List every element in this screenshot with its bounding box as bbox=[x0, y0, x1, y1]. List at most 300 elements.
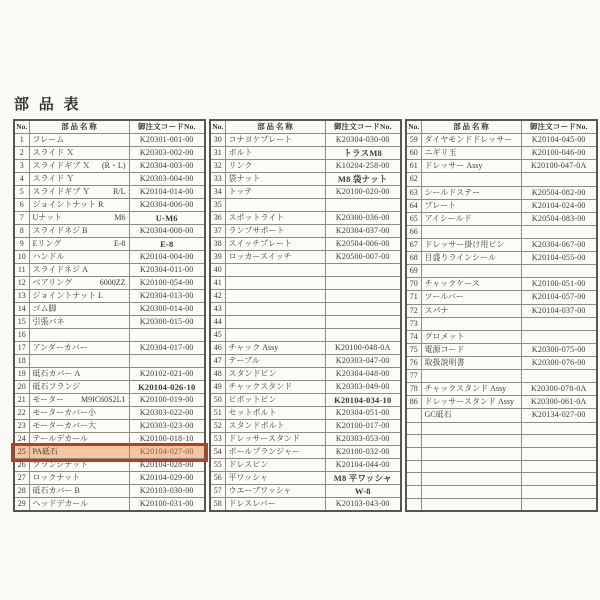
row-number: 63 bbox=[406, 186, 421, 199]
row-number: 18 bbox=[14, 355, 29, 368]
row-number bbox=[406, 409, 421, 422]
part-name: プレート bbox=[421, 199, 521, 212]
row-number: 51 bbox=[210, 407, 225, 420]
order-code: K20104-034-10 bbox=[325, 394, 401, 407]
part-name: ベアリング 6000ZZ bbox=[29, 277, 129, 290]
row-number: 21 bbox=[14, 394, 29, 407]
table-row bbox=[406, 304, 597, 317]
part-name bbox=[421, 265, 521, 278]
table-row bbox=[14, 199, 205, 212]
table-row bbox=[406, 252, 597, 265]
header-row bbox=[14, 120, 205, 134]
col-header-name: 部 品 名 称 bbox=[29, 120, 129, 134]
row-number: 27 bbox=[14, 472, 29, 485]
table-row bbox=[406, 343, 597, 356]
row-number: 11 bbox=[14, 264, 29, 277]
table-row bbox=[210, 199, 401, 212]
row-number: 75 bbox=[406, 343, 421, 356]
part-name: PA砥石 bbox=[29, 446, 129, 459]
table-row bbox=[14, 212, 205, 225]
order-code: K20304-011-00 bbox=[129, 264, 205, 277]
table-row bbox=[14, 277, 205, 290]
part-name: チャックスタンド bbox=[225, 381, 325, 394]
part-name bbox=[421, 370, 521, 383]
part-name: グロメット bbox=[421, 330, 521, 343]
part-name: シールドステー bbox=[421, 186, 521, 199]
row-number: 24 bbox=[14, 433, 29, 446]
table-row bbox=[406, 278, 597, 291]
table-row bbox=[210, 316, 401, 329]
part-name bbox=[29, 355, 129, 368]
table-row bbox=[406, 147, 597, 160]
order-code: K20304-037-00 bbox=[325, 225, 401, 238]
order-code: K20100-032-00 bbox=[325, 446, 401, 459]
order-code: K20303-053-00 bbox=[325, 433, 401, 446]
order-code bbox=[325, 316, 401, 329]
order-code: K20104-037-00 bbox=[521, 304, 597, 317]
row-number: 8 bbox=[14, 225, 29, 238]
table-row bbox=[406, 265, 597, 278]
col-header-no: No. bbox=[14, 120, 29, 134]
table-row bbox=[406, 134, 597, 147]
table-row bbox=[210, 264, 401, 277]
table-row bbox=[210, 459, 401, 472]
row-number: 67 bbox=[406, 238, 421, 251]
part-name: スライド Ｘ bbox=[29, 147, 129, 160]
part-name bbox=[421, 485, 521, 498]
row-number: 76 bbox=[406, 356, 421, 369]
row-number: 31 bbox=[210, 147, 225, 160]
order-code: K20100-019-00 bbox=[129, 394, 205, 407]
row-number bbox=[406, 422, 421, 435]
order-code: K20303-023-00 bbox=[129, 420, 205, 433]
part-name: スタンドピン bbox=[225, 368, 325, 381]
row-number: 4 bbox=[14, 173, 29, 186]
table-row bbox=[14, 251, 205, 264]
part-name: 砥石フランジ bbox=[29, 381, 129, 394]
row-number: 72 bbox=[406, 304, 421, 317]
table-row bbox=[210, 485, 401, 498]
order-code: K20104-027-00 bbox=[129, 446, 205, 459]
table-row bbox=[406, 422, 597, 435]
row-number: 44 bbox=[210, 316, 225, 329]
table-row bbox=[210, 394, 401, 407]
table-row bbox=[406, 199, 597, 212]
order-code bbox=[129, 329, 205, 342]
table-row bbox=[14, 420, 205, 433]
row-number: 34 bbox=[210, 186, 225, 199]
table-row bbox=[210, 303, 401, 316]
part-name: トッテ bbox=[225, 186, 325, 199]
row-number: 3 bbox=[14, 160, 29, 173]
part-name bbox=[225, 303, 325, 316]
table-row bbox=[14, 342, 205, 355]
part-name bbox=[225, 264, 325, 277]
row-number: 45 bbox=[210, 329, 225, 342]
part-name bbox=[421, 460, 521, 473]
table-row bbox=[406, 225, 597, 238]
order-code: K20104-014-00 bbox=[129, 186, 205, 199]
order-code: K20304-008-00 bbox=[129, 225, 205, 238]
part-name: ジョイントナット L bbox=[29, 290, 129, 303]
part-name: セットボルト bbox=[225, 407, 325, 420]
part-name: モーターカバー大 bbox=[29, 420, 129, 433]
order-code: K20104-057-00 bbox=[521, 291, 597, 304]
row-number: 37 bbox=[210, 225, 225, 238]
part-name: ウエーブワッシャ bbox=[225, 485, 325, 498]
table-row bbox=[14, 134, 205, 147]
order-code: K20104-044-00 bbox=[325, 459, 401, 472]
order-code bbox=[521, 330, 597, 343]
part-name: ドレスピン bbox=[225, 459, 325, 472]
order-code: K20104-055-00 bbox=[521, 252, 597, 265]
row-number bbox=[406, 460, 421, 473]
order-code: K20300-014-00 bbox=[129, 303, 205, 316]
row-number: 70 bbox=[406, 278, 421, 291]
order-code: K20104-028-00 bbox=[129, 459, 205, 472]
part-name bbox=[421, 498, 521, 511]
part-name: テールデカール bbox=[29, 433, 129, 446]
part-name: チャックスタンド Assy bbox=[421, 383, 521, 396]
part-name: ドレッサースタンド Assy bbox=[421, 396, 521, 409]
row-number: 48 bbox=[210, 368, 225, 381]
part-name: スライドネジ B bbox=[29, 225, 129, 238]
header-row bbox=[210, 120, 401, 134]
part-name: スライド Ｙ bbox=[29, 173, 129, 186]
part-name: 目盛りラインシール bbox=[421, 252, 521, 265]
row-number: 55 bbox=[210, 459, 225, 472]
order-code: K20104-026-10 bbox=[129, 381, 205, 394]
row-number: 71 bbox=[406, 291, 421, 304]
part-name: ハンドル bbox=[29, 251, 129, 264]
table-row bbox=[406, 485, 597, 498]
row-number: 68 bbox=[406, 252, 421, 265]
part-name: チャック Assy bbox=[225, 342, 325, 355]
parts-table-3 bbox=[405, 119, 598, 512]
table-row bbox=[406, 186, 597, 199]
row-number: 20 bbox=[14, 381, 29, 394]
part-name: 砥石カバー A bbox=[29, 368, 129, 381]
order-code: K20304-017-00 bbox=[129, 342, 205, 355]
table-row bbox=[14, 472, 205, 485]
order-code bbox=[521, 435, 597, 448]
part-name: ロッカースイッチ bbox=[225, 251, 325, 264]
table-row bbox=[14, 355, 205, 368]
order-code: K20300-076-00 bbox=[521, 356, 597, 369]
row-number: 16 bbox=[14, 329, 29, 342]
table-row bbox=[406, 498, 597, 511]
table-row bbox=[14, 264, 205, 277]
row-number: 39 bbox=[210, 251, 225, 264]
table-row bbox=[210, 329, 401, 342]
part-name: ニギリ玉 bbox=[421, 147, 521, 160]
table-row bbox=[210, 134, 401, 147]
table-row bbox=[210, 290, 401, 303]
row-number: 64 bbox=[406, 199, 421, 212]
order-code: K20104-024-00 bbox=[521, 199, 597, 212]
table-row bbox=[406, 435, 597, 448]
order-code: K20300-015-00 bbox=[129, 316, 205, 329]
table-row bbox=[210, 186, 401, 199]
table-row bbox=[14, 407, 205, 420]
row-number: 66 bbox=[406, 225, 421, 238]
part-name bbox=[421, 173, 521, 186]
order-code: K20504-006-00 bbox=[325, 238, 401, 251]
row-number: 43 bbox=[210, 303, 225, 316]
row-number: 10 bbox=[14, 251, 29, 264]
table-row bbox=[210, 160, 401, 173]
part-name: ダイヤモンドドレッサー bbox=[421, 134, 521, 147]
table-row bbox=[210, 407, 401, 420]
part-name: アイシールド bbox=[421, 212, 521, 225]
row-number: 29 bbox=[14, 498, 29, 512]
order-code: K20301-001-00 bbox=[129, 134, 205, 147]
table-row bbox=[14, 316, 205, 329]
row-number bbox=[406, 435, 421, 448]
table-row bbox=[14, 186, 205, 199]
order-code bbox=[521, 473, 597, 486]
order-code: K20100-048-0A bbox=[325, 342, 401, 355]
order-code bbox=[521, 460, 597, 473]
part-name: ピボットピン bbox=[225, 394, 325, 407]
order-code: K20100-047-0A bbox=[521, 160, 597, 173]
row-number: 47 bbox=[210, 355, 225, 368]
part-name: スイッチプレート bbox=[225, 238, 325, 251]
part-name: 電源コード bbox=[421, 343, 521, 356]
part-name bbox=[225, 199, 325, 212]
order-code: K20504-083-00 bbox=[521, 212, 597, 225]
table-row bbox=[210, 472, 401, 485]
table-row bbox=[14, 433, 205, 446]
table-row bbox=[210, 420, 401, 433]
order-code bbox=[325, 329, 401, 342]
col-header-no: No. bbox=[210, 120, 225, 134]
table-row bbox=[210, 251, 401, 264]
part-name: 砥石カバー B bbox=[29, 485, 129, 498]
order-code bbox=[521, 317, 597, 330]
row-number: 40 bbox=[210, 264, 225, 277]
row-number: 74 bbox=[406, 330, 421, 343]
order-code: K20104-029-00 bbox=[129, 472, 205, 485]
order-code: K20304-013-00 bbox=[129, 290, 205, 303]
order-code: K20500-007-00 bbox=[325, 251, 401, 264]
table-row bbox=[406, 460, 597, 473]
row-number: 22 bbox=[14, 407, 29, 420]
part-name: ボルト bbox=[225, 147, 325, 160]
table-row bbox=[210, 277, 401, 290]
row-number: 15 bbox=[14, 316, 29, 329]
part-name: スライドギブ Ｘ (R・L) bbox=[29, 160, 129, 173]
order-code: K20104-045-00 bbox=[521, 134, 597, 147]
row-number: 14 bbox=[14, 303, 29, 316]
parts-tables bbox=[13, 119, 598, 512]
table-row bbox=[406, 409, 597, 422]
part-name: ボールプランジャー bbox=[225, 446, 325, 459]
row-number: 58 bbox=[210, 498, 225, 512]
row-number: 52 bbox=[210, 420, 225, 433]
part-name bbox=[421, 447, 521, 460]
order-code bbox=[325, 199, 401, 212]
part-name: ロックナット bbox=[29, 472, 129, 485]
part-name bbox=[421, 473, 521, 486]
part-name: 取扱説明書 bbox=[421, 356, 521, 369]
order-code: K20304-048-00 bbox=[325, 368, 401, 381]
part-name: モーター M9IC60S2L1 bbox=[29, 394, 129, 407]
table-row bbox=[406, 473, 597, 486]
row-number bbox=[406, 447, 421, 460]
order-code bbox=[521, 498, 597, 511]
row-number: 38 bbox=[210, 238, 225, 251]
table-row bbox=[14, 368, 205, 381]
part-name bbox=[421, 435, 521, 448]
part-name: 平ワッシャ bbox=[225, 472, 325, 485]
part-name: フランジナット bbox=[29, 459, 129, 472]
row-number: 73 bbox=[406, 317, 421, 330]
col-header-code: 御注文コードNo. bbox=[129, 120, 205, 134]
row-number: 86 bbox=[406, 396, 421, 409]
order-code: K20300-061-0A bbox=[521, 396, 597, 409]
row-number: 69 bbox=[406, 265, 421, 278]
table-row bbox=[210, 355, 401, 368]
table-row bbox=[14, 238, 205, 251]
col-header-name: 部 品 名 称 bbox=[225, 120, 325, 134]
col-header-name: 部 品 名 称 bbox=[421, 120, 521, 134]
row-number: 77 bbox=[406, 370, 421, 383]
row-number: 56 bbox=[210, 472, 225, 485]
table-row bbox=[14, 381, 205, 394]
table-row bbox=[210, 368, 401, 381]
order-code: K20300-078-0A bbox=[521, 383, 597, 396]
order-code bbox=[521, 485, 597, 498]
row-number: 32 bbox=[210, 160, 225, 173]
row-number: 25 bbox=[14, 446, 29, 459]
page-title: 部 品 表 bbox=[14, 97, 82, 113]
order-code: K20104-004-00 bbox=[129, 251, 205, 264]
row-number: 17 bbox=[14, 342, 29, 355]
part-name: 袋ナット bbox=[225, 173, 325, 186]
table-row bbox=[210, 433, 401, 446]
order-code bbox=[521, 225, 597, 238]
table-row bbox=[406, 173, 597, 186]
table-row bbox=[210, 225, 401, 238]
order-code: K20303-002-00 bbox=[129, 147, 205, 160]
row-number: 36 bbox=[210, 212, 225, 225]
row-number: 53 bbox=[210, 433, 225, 446]
part-name bbox=[225, 290, 325, 303]
table-row bbox=[406, 383, 597, 396]
part-name bbox=[225, 277, 325, 290]
order-code: K20300-075-00 bbox=[521, 343, 597, 356]
col-header-code: 御注文コードNo. bbox=[521, 120, 597, 134]
row-number: 7 bbox=[14, 212, 29, 225]
order-code: K20100-020-00 bbox=[325, 186, 401, 199]
order-code: K20100-054-00 bbox=[129, 277, 205, 290]
table-row bbox=[14, 160, 205, 173]
part-name: リンク bbox=[225, 160, 325, 173]
part-name: ヘッドデカール bbox=[29, 498, 129, 512]
table-row bbox=[210, 446, 401, 459]
row-number: 26 bbox=[14, 459, 29, 472]
order-code: K20102-021-00 bbox=[129, 368, 205, 381]
order-code: トラスM8 bbox=[325, 147, 401, 160]
row-number: 35 bbox=[210, 199, 225, 212]
order-code: M8 平ワッシャ bbox=[325, 472, 401, 485]
part-name: Eリング E-8 bbox=[29, 238, 129, 251]
row-number bbox=[406, 473, 421, 486]
order-code: K20303-022-00 bbox=[129, 407, 205, 420]
row-number: 5 bbox=[14, 186, 29, 199]
order-code: K20100-031-00 bbox=[129, 498, 205, 512]
part-name bbox=[225, 329, 325, 342]
parts-table-1 bbox=[13, 119, 206, 512]
table-row bbox=[210, 342, 401, 355]
table-row bbox=[210, 238, 401, 251]
part-name: ドレッサー Assy bbox=[421, 160, 521, 173]
table-row bbox=[406, 317, 597, 330]
table-row bbox=[14, 498, 205, 512]
table-row bbox=[14, 394, 205, 407]
part-name: フレーム bbox=[29, 134, 129, 147]
part-name: スパナ bbox=[421, 304, 521, 317]
table-row bbox=[406, 160, 597, 173]
table-row bbox=[406, 330, 597, 343]
row-number: 23 bbox=[14, 420, 29, 433]
order-code bbox=[521, 173, 597, 186]
table-row bbox=[406, 447, 597, 460]
row-number: 33 bbox=[210, 173, 225, 186]
parts-table-2 bbox=[209, 119, 402, 512]
part-name bbox=[29, 329, 129, 342]
order-code: E-8 bbox=[129, 238, 205, 251]
part-name: コナヨケプレート bbox=[225, 134, 325, 147]
row-number: 12 bbox=[14, 277, 29, 290]
row-number: 62 bbox=[406, 173, 421, 186]
table-row bbox=[14, 303, 205, 316]
order-code: K20304-003-00 bbox=[129, 160, 205, 173]
order-code bbox=[325, 277, 401, 290]
table-row bbox=[406, 238, 597, 251]
part-name: ゴム脚 bbox=[29, 303, 129, 316]
part-name: ランプサポート bbox=[225, 225, 325, 238]
order-code bbox=[325, 303, 401, 316]
order-code: K20100-017-00 bbox=[325, 420, 401, 433]
order-code bbox=[521, 370, 597, 383]
part-name: テーブル bbox=[225, 355, 325, 368]
row-number: 19 bbox=[14, 368, 29, 381]
part-name: ツールバー bbox=[421, 291, 521, 304]
col-header-code: 御注文コードNo. bbox=[325, 120, 401, 134]
table-row bbox=[210, 173, 401, 186]
row-number: 2 bbox=[14, 147, 29, 160]
row-number: 46 bbox=[210, 342, 225, 355]
part-name bbox=[421, 317, 521, 330]
order-code: K20100-018-10 bbox=[129, 433, 205, 446]
row-number: 78 bbox=[406, 383, 421, 396]
row-number: 9 bbox=[14, 238, 29, 251]
table-row bbox=[14, 485, 205, 498]
row-number: 57 bbox=[210, 485, 225, 498]
order-code: K20300-036-00 bbox=[325, 212, 401, 225]
table-row bbox=[14, 290, 205, 303]
part-name: スライドギブ Ｙ R/L bbox=[29, 186, 129, 199]
part-name: ドレッサー掛け用ピン bbox=[421, 238, 521, 251]
order-code: K20304-051-00 bbox=[325, 407, 401, 420]
table-row bbox=[406, 370, 597, 383]
table-row bbox=[406, 356, 597, 369]
row-number: 41 bbox=[210, 277, 225, 290]
col-header-no: No. bbox=[406, 120, 421, 134]
row-number: 60 bbox=[406, 147, 421, 160]
